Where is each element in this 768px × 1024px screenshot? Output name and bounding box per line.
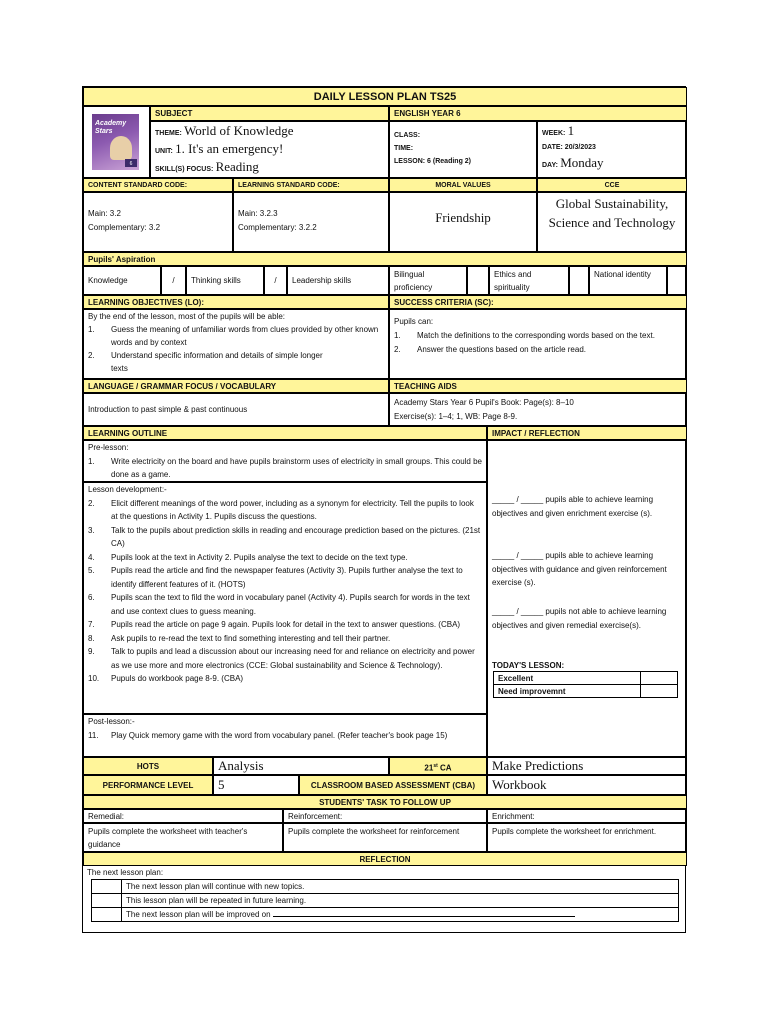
- ca-label: 21: [424, 763, 434, 773]
- skill-label: SKILL(S) FOCUS:: [155, 166, 214, 173]
- success-criteria-label: SUCCESS CRITERIA (SC):: [389, 295, 687, 309]
- post-lesson-cell: [83, 714, 487, 757]
- week-value: 1: [567, 123, 575, 138]
- reflection-option-3: The next lesson plan will be improved on: [126, 910, 271, 919]
- step-text: Pupils scan the text to fild the word in vocabulary panel (Activity 4). Pupils search for words in the text and use context clues to guess meaning.: [111, 593, 470, 616]
- step-number: 10.: [88, 674, 100, 683]
- hots-value: Analysis: [213, 757, 389, 775]
- todays-lesson-excellent-mark[interactable]: [640, 671, 678, 685]
- pre-lesson-cell: [83, 440, 487, 482]
- todays-lesson-excellent: Excellent: [493, 671, 641, 685]
- step-text: Ask pupils to re-read the text to find something interesting and tell their partner.: [111, 633, 391, 643]
- teaching-aids-line2: Exercise(s): 1–4; 1, WB: Page 8-9.: [394, 412, 518, 421]
- post-lesson-label: Post-lesson:-: [88, 717, 135, 726]
- step-number: 7.: [88, 620, 95, 629]
- reflection-check-2[interactable]: [91, 893, 122, 908]
- ca-label-sup: st: [433, 763, 438, 769]
- ca-value: Make Predictions: [487, 757, 687, 775]
- step-text: Pupils read the article and find the newspaper features (Activity 3). Pupils further analyse the text to identify different features of it. (HOTS): [111, 566, 463, 589]
- reflection-label: REFLECTION: [83, 852, 687, 866]
- cce-label: CCE: [537, 178, 687, 192]
- aspiration-ethics-mark: [569, 266, 589, 295]
- learning-outline-label: LEARNING OUTLINE: [83, 426, 487, 440]
- subject-label: SUBJECT: [150, 106, 389, 121]
- language-focus-label: LANGUAGE / GRAMMAR FOCUS / VOCABULARY: [83, 379, 389, 393]
- teaching-aids-label: TEACHING AIDS: [389, 379, 687, 393]
- remedial-text: Pupils complete the worksheet with teacher's guidance: [83, 823, 283, 852]
- impact-enrichment: _____ / _____ pupils able to achieve learning objectives and given enrichment exercise (s).: [492, 495, 654, 518]
- students-task-label: STUDENTS' TASK TO FOLLOW UP: [83, 795, 687, 809]
- step-text: Talk to pupils and lead a discussion about our increasing need for and reliance on electricity and power as we use more and more electronics (CCE: Global sustainability and Science & Technology).: [111, 647, 475, 670]
- aspiration-national-mark: [667, 266, 687, 295]
- reflection-option-3-cell: [121, 907, 679, 922]
- document-title: DAILY LESSON PLAN TS25: [83, 87, 687, 106]
- book-cover-badge: 6: [125, 159, 137, 167]
- step-text: Pupils read the article on page 9 again. Pupils look for detail in the text to answer questions. (CBA): [111, 620, 461, 629]
- learning-standard-cell: [233, 192, 389, 252]
- sc-number: 2.: [394, 345, 401, 354]
- book-cover-figure: [110, 136, 132, 160]
- step-number: 6.: [88, 593, 95, 602]
- step-number: 1.: [88, 456, 95, 466]
- lo-number: 1.: [88, 325, 95, 334]
- teaching-aids-line1: Academy Stars Year 6 Pupil's Book: Page(s): 8–10: [394, 398, 574, 407]
- step-number: 5.: [88, 566, 95, 575]
- hots-label: HOTS: [83, 757, 213, 775]
- date-label: DATE: 20/3/2023: [542, 144, 596, 151]
- sc-number: 1.: [394, 331, 401, 340]
- moral-value: Friendship: [389, 192, 537, 252]
- todays-lesson-need-improvement: Need improvemnt: [493, 684, 641, 698]
- lesson-development-label: Lesson development:-: [88, 485, 167, 494]
- learning-complementary: Complementary: 3.2.2: [238, 223, 317, 232]
- lo-item: Guess the meaning of unfamiliar words from clues provided by other known words and by context: [111, 325, 379, 347]
- performance-level-label: PERFORMANCE LEVEL: [83, 775, 213, 795]
- book-cover-image: [92, 114, 139, 170]
- aspiration-label: Pupils' Aspiration: [83, 252, 687, 266]
- subject-value: ENGLISH YEAR 6: [389, 106, 687, 121]
- learning-standard-label: LEARNING STANDARD CODE:: [233, 178, 389, 192]
- step-number: 3.: [88, 525, 95, 535]
- reinforcement-label: Reinforcement:: [283, 809, 487, 823]
- class-time-lesson-cell: [389, 121, 537, 178]
- step-text: Talk to the pupils about prediction skills in reading and encourage prediction based on the pictures. (21st CA): [111, 525, 481, 548]
- class-label: CLASS:: [394, 132, 421, 139]
- aspiration-thinking-mark: /: [264, 266, 287, 295]
- aspiration-ethics: Ethics and spirituality: [489, 266, 569, 295]
- step-number: 11.: [88, 730, 99, 740]
- content-standard-label: CONTENT STANDARD CODE:: [83, 178, 233, 192]
- reflection-check-3[interactable]: [91, 907, 122, 922]
- lesson-plan-sheet: [82, 86, 686, 933]
- success-criteria-intro: Pupils can:: [394, 317, 434, 326]
- teaching-aids-cell: [389, 393, 687, 426]
- day-value: Monday: [560, 155, 604, 170]
- aspiration-knowledge: Knowledge: [83, 266, 161, 295]
- ca-label-tail: CA: [437, 763, 452, 773]
- impact-reinforcement: _____ / _____ pupils able to achieve learning objectives with guidance and given reinforcement exercise (s).: [492, 551, 667, 587]
- step-text: Play Quick memory game with the word from vocabulary panel. (Refer teacher's book page 15): [111, 730, 448, 740]
- time-label: TIME:: [394, 145, 414, 152]
- aspiration-national: National identity: [589, 266, 667, 295]
- step-number: 8.: [88, 633, 95, 643]
- impact-reflection-cell: [487, 440, 687, 757]
- reflection-intro: The next lesson plan:: [87, 868, 164, 877]
- week-date-day-cell: [537, 121, 687, 178]
- week-label: WEEK:: [542, 130, 566, 137]
- enrichment-text: Pupils complete the worksheet for enrichment.: [487, 823, 687, 852]
- step-number: 4.: [88, 552, 95, 562]
- todays-lesson-label: TODAY'S LESSON:: [492, 661, 565, 670]
- aspiration-knowledge-mark: /: [161, 266, 186, 295]
- cce-value: Global Sustainability, Science and Technology: [537, 192, 687, 252]
- aspiration-thinking: Thinking skills: [186, 266, 264, 295]
- pre-lesson-label: Pre-lesson:: [88, 443, 129, 452]
- cba-label: CLASSROOM BASED ASSESSMENT (CBA): [299, 775, 487, 795]
- cba-value: Workbook: [487, 775, 687, 795]
- step-number: 2.: [88, 498, 95, 508]
- content-complementary: Complementary: 3.2: [88, 223, 161, 232]
- step-number: 9.: [88, 647, 95, 656]
- learning-main: Main: 3.2.3: [238, 209, 278, 218]
- step-text: Pupils look at the text in Activity 2. Pupils analyse the text to decide on the text type.: [111, 552, 408, 562]
- unit-value: 1. It's an emergency!: [175, 141, 284, 156]
- learning-objectives-label: LEARNING OBJECTIVES (LO):: [83, 295, 389, 309]
- aspiration-bilingual-mark: [467, 266, 489, 295]
- reflection-option-2: This lesson plan will be repeated in future learning.: [121, 893, 679, 908]
- reflection-check-1[interactable]: [91, 879, 122, 894]
- lesson-development-cell: [83, 482, 487, 714]
- lesson-label: LESSON: 6 (Reading 2): [394, 158, 472, 165]
- lo-number: 2.: [88, 351, 95, 360]
- unit-label: UNIT:: [155, 148, 173, 155]
- moral-values-label: MORAL VALUES: [389, 178, 537, 192]
- ca-label-cell: [389, 757, 487, 775]
- day-label: DAY:: [542, 162, 558, 169]
- skill-value: Reading: [215, 159, 259, 174]
- step-text: Elicit different meanings of the word power, including as a synonym for electricity. Tell the pupils to look at the questions in Activity 1. Pupils discuss the questions.: [111, 498, 474, 521]
- sc-item: Answer the questions based on the article read.: [417, 345, 586, 354]
- aspiration-bilingual: Bilingual proficiency: [389, 266, 467, 295]
- book-cover-lettering: Academy Stars: [95, 120, 127, 135]
- content-main: Main: 3.2: [88, 209, 121, 218]
- content-standard-cell: [83, 192, 233, 252]
- theme-unit-skill-cell: [150, 121, 389, 178]
- book-cover-cell: [83, 106, 150, 178]
- todays-lesson-need-improvement-mark[interactable]: [640, 684, 678, 698]
- success-criteria-cell: [389, 309, 687, 379]
- enrichment-label: Enrichment:: [487, 809, 687, 823]
- impact-remedial: _____ / _____ pupils not able to achieve learning objectives and given remedial exercise(s).: [492, 607, 667, 630]
- impact-reflection-label: IMPACT / REFLECTION: [487, 426, 687, 440]
- lo-item: Understand specific information and details of simple longer texts: [111, 351, 323, 373]
- remedial-label: Remedial:: [83, 809, 283, 823]
- theme-label: THEME:: [155, 130, 182, 137]
- theme-value: World of Knowledge: [184, 123, 294, 138]
- step-text: Pupuls do workbook page 8-9. (CBA): [111, 674, 244, 683]
- aspiration-leadership: Leadership skills: [287, 266, 389, 295]
- performance-level-value: 5: [213, 775, 299, 795]
- learning-objectives-intro: By the end of the lesson, most of the pupils will be able:: [88, 312, 286, 321]
- reflection-blank-line[interactable]: [273, 916, 575, 917]
- step-text: Write electricity on the board and have pupils brainstorm uses of electricity in small groups. This could be done as a game.: [111, 456, 482, 479]
- reflection-option-1: The next lesson plan will continue with new topics.: [121, 879, 679, 894]
- reinforcement-text: Pupils complete the worksheet for reinforcement: [283, 823, 487, 852]
- language-focus-value: Introduction to past simple & past continuous: [83, 393, 389, 426]
- sc-item: Match the definitions to the corresponding words based on the text.: [417, 331, 655, 340]
- learning-objectives-cell: [83, 309, 389, 379]
